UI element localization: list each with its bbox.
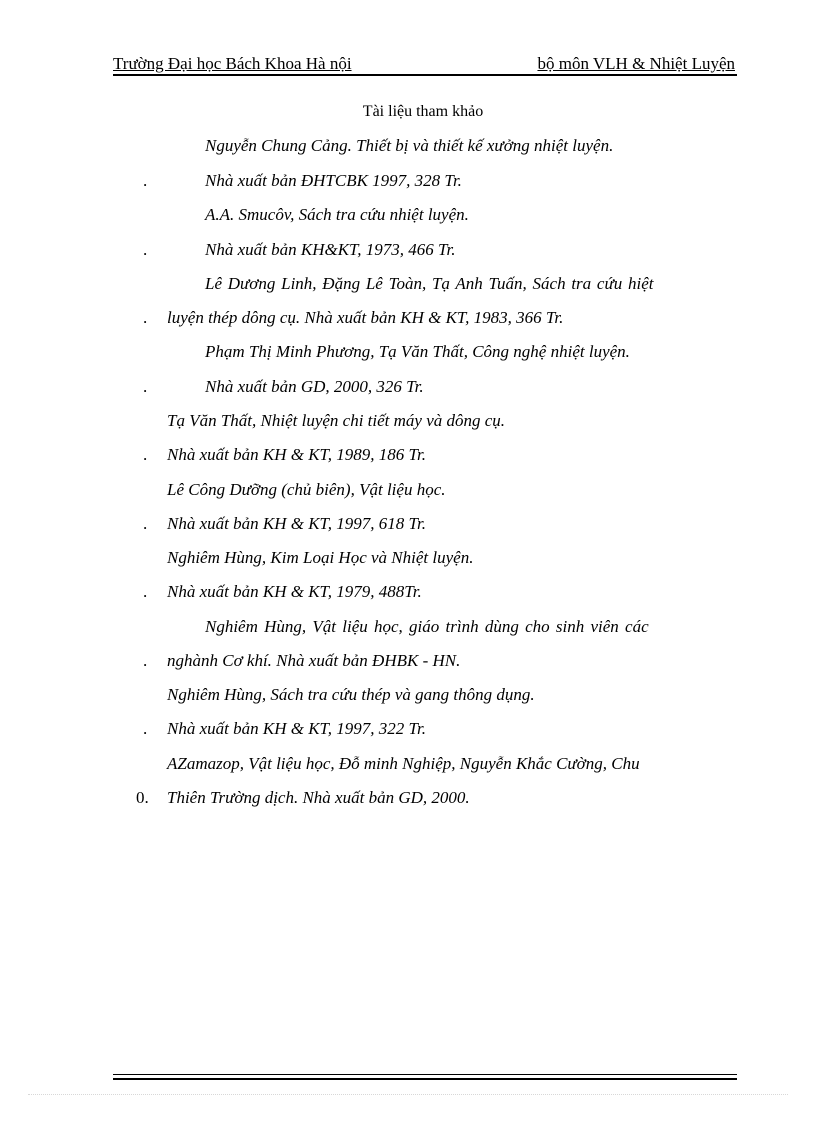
- footer-rule: [113, 1074, 737, 1075]
- reference-line: Tạ Văn Thất, Nhiệt luyện chi tiết máy và dông cụ.: [167, 411, 506, 430]
- header-rule: [113, 74, 737, 76]
- reference-line: Nghiêm Hùng, Kim Loại Học và Nhiệt luyện.: [167, 548, 474, 567]
- reference-line: AZamazop, Vật liệu học, Đỗ minh Nghiệp, Nguyễn Khắc Cường, Chu: [167, 754, 640, 773]
- reference-marker: .: [143, 651, 148, 670]
- reference-line: luyện thép dông cụ. Nhà xuất bản KH & KT, 1983, 366 Tr.: [167, 308, 564, 327]
- reference-marker: .: [143, 582, 148, 601]
- page-header: [113, 52, 737, 76]
- reference-line: Nhà xuất bản KH & KT, 1997, 618 Tr.: [167, 514, 426, 533]
- reference-line: Nghiêm Hùng, Vật liệu học, giáo trình dùng cho sinh viên các: [205, 617, 649, 636]
- reference-line: A.A. Smucôv, Sách tra cứu nhiệt luyện.: [205, 205, 469, 224]
- reference-line: Lê Công Dưỡng (chủ biên), Vật liệu học.: [167, 480, 446, 499]
- reference-line: Nhà xuất bản KH & KT, 1989, 186 Tr.: [167, 445, 426, 464]
- reference-line: nghành Cơ khí. Nhà xuất bản ĐHBK - HN.: [167, 651, 461, 670]
- reference-marker: .: [143, 514, 148, 533]
- reference-line: Thiên Trường dịch. Nhà xuất bản GD, 2000.: [167, 788, 470, 807]
- header-department: bộ môn VLH & Nhiệt Luyện: [537, 54, 735, 73]
- reference-line: Nhà xuất bản KH & KT, 1979, 488Tr.: [167, 582, 422, 601]
- reference-marker: .: [143, 308, 148, 327]
- reference-line: Nhà xuất bản GD, 2000, 326 Tr.: [205, 377, 424, 396]
- page-title: Tài liệu tham khảo: [362, 103, 484, 120]
- reference-line: Nhà xuất bản KH&KT, 1973, 466 Tr.: [205, 240, 456, 259]
- reference-marker: .: [143, 171, 148, 190]
- reference-marker: .: [143, 445, 148, 464]
- reference-marker: .: [143, 719, 148, 738]
- reference-marker: 0.: [136, 788, 149, 807]
- reference-marker: .: [143, 240, 148, 259]
- page-edge: [28, 1094, 788, 1095]
- header-university: Trường Đại học Bách Khoa Hà nội: [113, 54, 352, 73]
- footer-rule: [113, 1078, 737, 1080]
- reference-line: Lê Dương Linh, Đặng Lê Toàn, Tạ Anh Tuấn, Sách tra cứu hiệt: [205, 274, 654, 293]
- reference-line: Nguyễn Chung Cảng. Thiết bị và thiết kế xưởng nhiệt luyện.: [205, 136, 614, 155]
- reference-line: Phạm Thị Minh Phương, Tạ Văn Thất, Công nghệ nhiệt luyện.: [205, 342, 630, 361]
- reference-line: Nghiêm Hùng, Sách tra cứu thép và gang thông dụng.: [167, 685, 535, 704]
- reference-marker: .: [143, 377, 148, 396]
- reference-line: Nhà xuất bản KH & KT, 1997, 322 Tr.: [167, 719, 426, 738]
- reference-line: Nhà xuất bản ĐHTCBK 1997, 328 Tr.: [205, 171, 462, 190]
